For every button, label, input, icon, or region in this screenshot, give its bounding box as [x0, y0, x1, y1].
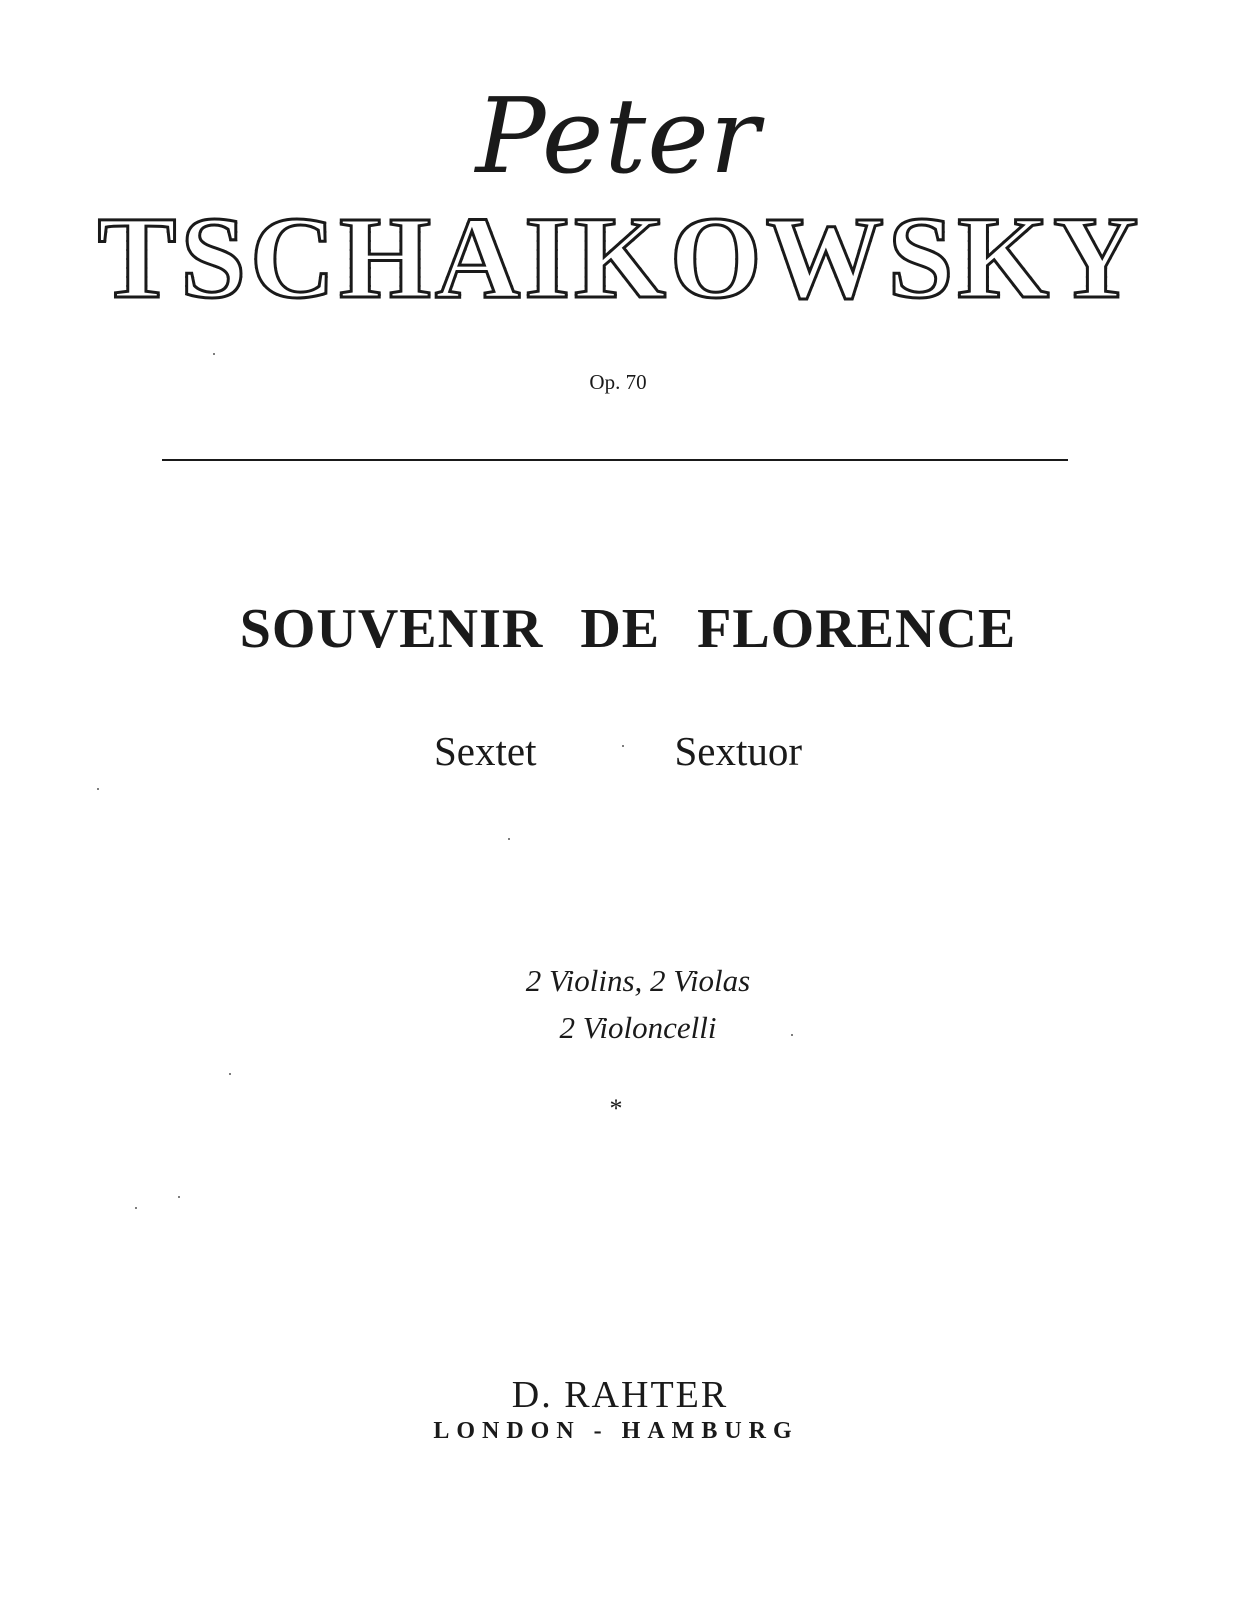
surname-letter: O [669, 192, 762, 323]
surname-letter: A [434, 192, 521, 323]
surname-letter: T [97, 192, 177, 323]
surname-letter: H [339, 192, 431, 323]
subtitle-french: Sextuor [674, 728, 803, 774]
horizontal-rule [162, 459, 1068, 461]
surname-letter: C [249, 192, 336, 323]
surname-letter: S [887, 192, 954, 323]
surname-letter: W [765, 192, 884, 323]
print-speck [508, 838, 510, 840]
print-speck [791, 1034, 793, 1036]
print-speck [622, 745, 624, 747]
surname-letter: S [180, 192, 246, 323]
surname-letter: I [524, 192, 571, 323]
subtitles [0, 727, 1236, 775]
instrumentation-line-1: 2 Violins, 2 Violas [525, 963, 751, 998]
surname-letter: K [574, 192, 666, 323]
instrumentation-line-2: 2 Violoncelli [559, 1010, 717, 1045]
work-title: SOUVENIR DE FLORENCE [239, 598, 1017, 660]
opus-number: Op. 70 [589, 370, 647, 394]
asterisk-ornament: * [609, 1094, 623, 1123]
publisher-place: LONDON - HAMBURG [433, 1418, 799, 1444]
print-speck [213, 353, 215, 355]
print-speck [229, 1073, 231, 1075]
composer-surname [0, 192, 1236, 323]
print-speck [97, 788, 99, 790]
publisher-name: D. RAHTER [511, 1374, 729, 1416]
print-speck [178, 1196, 180, 1198]
composer-first-name: Peter [475, 75, 761, 197]
surname-letter: K [957, 192, 1050, 323]
subtitle-english: Sextet [433, 728, 537, 774]
surname-letter: Y [1053, 192, 1139, 323]
print-speck [135, 1207, 137, 1209]
